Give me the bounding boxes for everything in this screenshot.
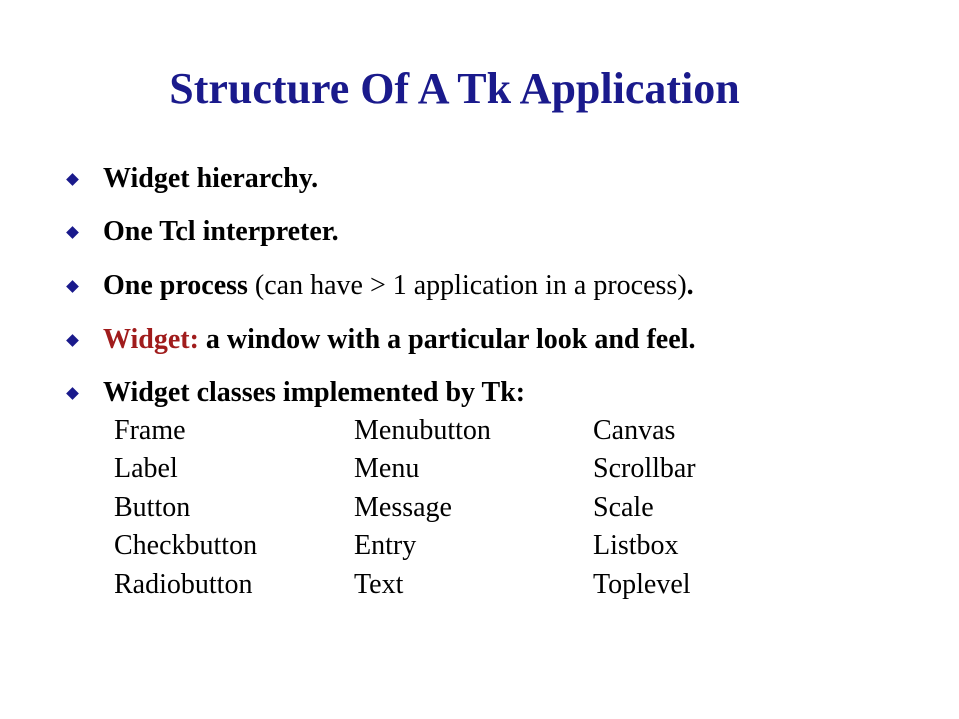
bullet-text xyxy=(103,266,694,306)
bullet-item xyxy=(66,266,694,306)
bullet-period: . xyxy=(686,270,694,301)
bullet-item xyxy=(66,212,339,252)
bullet-text: One Tcl interpreter. xyxy=(103,216,339,247)
widget-class-name: Checkbutton xyxy=(114,530,258,562)
bullet-text xyxy=(103,320,695,360)
bullet-highlight-term: Widget: xyxy=(103,324,199,355)
widget-class-name: Menubutton xyxy=(354,415,491,446)
widget-class-name: Scrollbar xyxy=(593,453,696,485)
widget-class-grid xyxy=(114,412,834,604)
diamond-bullet-icon xyxy=(66,173,79,186)
widget-class-name: Scale xyxy=(593,491,654,523)
bullet-item xyxy=(66,159,318,199)
bullet-text: Widget hierarchy. xyxy=(103,163,319,194)
diamond-bullet-icon xyxy=(66,334,79,347)
bullet-item xyxy=(66,320,695,360)
bullet-bold-part: One process xyxy=(103,270,248,301)
diamond-bullet-icon xyxy=(66,280,79,293)
bullet-item xyxy=(66,373,525,413)
widget-class-name: Menu xyxy=(354,453,420,485)
diamond-bullet-icon xyxy=(66,387,79,400)
bullet-bold-part: a window with a particular look and feel. xyxy=(198,324,696,355)
diamond-bullet-icon xyxy=(66,226,79,239)
bullet-text: Widget classes implemented by Tk: xyxy=(103,377,526,408)
widget-class-name: Toplevel xyxy=(593,568,691,600)
bullet-normal-part: (can have > 1 application in a process) xyxy=(247,270,687,301)
widget-class-name: Frame xyxy=(114,415,186,446)
widget-class-name: Text xyxy=(354,568,404,600)
widget-class-name: Entry xyxy=(354,530,417,562)
slide-title: Structure Of A Tk Application xyxy=(169,64,740,113)
widget-class-name: Label xyxy=(114,453,178,485)
widget-class-name: Radiobutton xyxy=(114,568,253,600)
widget-class-name: Canvas xyxy=(593,415,676,446)
widget-class-name: Message xyxy=(354,491,452,523)
widget-class-name: Listbox xyxy=(593,530,679,562)
widget-class-name: Button xyxy=(114,491,191,523)
